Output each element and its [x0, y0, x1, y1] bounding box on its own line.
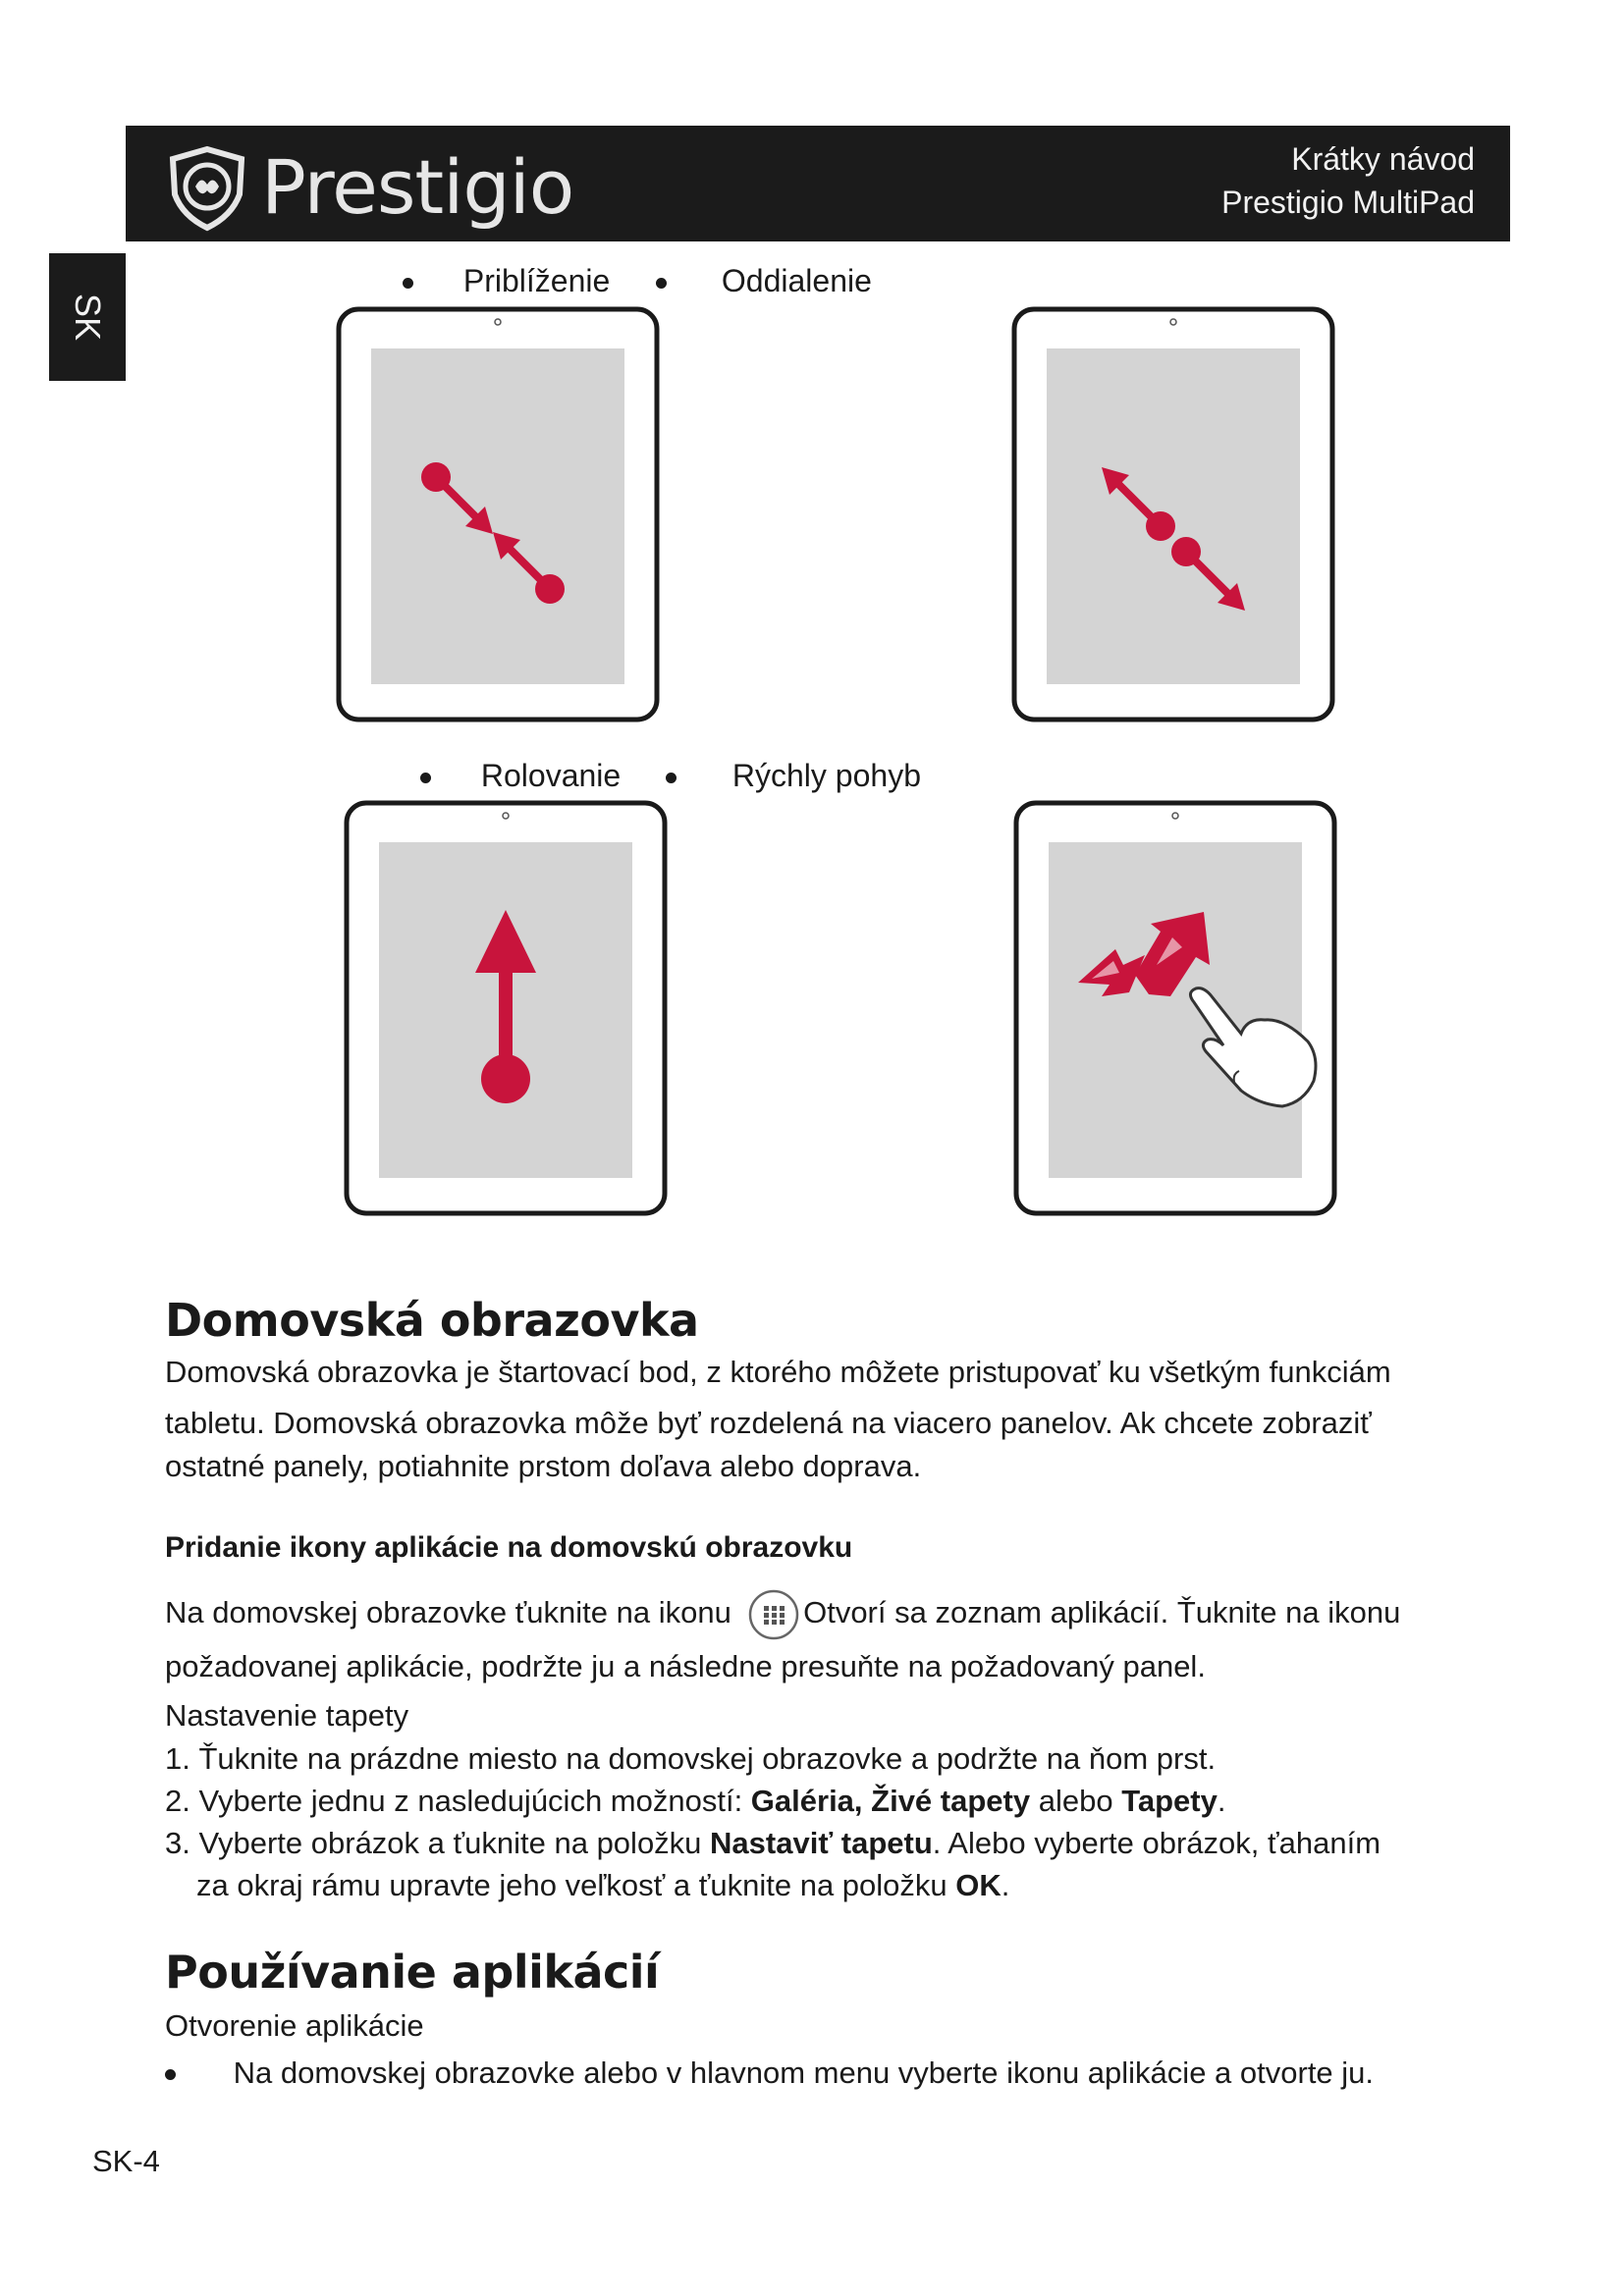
- gesture-caption-zoom-out: Oddialenie: [656, 263, 872, 299]
- wallpaper-step-2: 2. Vyberte jednu z nasledujúcich možností: Galéria, Živé tapety alebo Tapety.: [165, 1784, 1226, 1818]
- bullet-icon: [420, 773, 431, 783]
- wallpaper-step-3: 3. Vyberte obrázok a ťuknite na položku Nastaviť tapetu. Alebo vyberte obrázok, ťahaním: [165, 1826, 1381, 1860]
- bullet-icon: [666, 773, 677, 783]
- apps-heading: Používanie aplikácií: [165, 1946, 660, 1999]
- tablet-flick-illustration: [1013, 800, 1357, 1216]
- language-code: SK: [68, 293, 108, 342]
- wallpaper-step-3-cont: za okraj rámu upravte jeho veľkosť a ťuknite na položku OK.: [196, 1868, 1010, 1902]
- wallpaper-step-1: 1. Ťuknite na prázdne miesto na domovskej obrazovke a podržte na ňom prst.: [165, 1741, 1217, 1776]
- bullet-icon: [656, 278, 667, 289]
- language-tab: [49, 253, 126, 381]
- bullet-icon: [403, 278, 413, 289]
- prestigio-logo-icon: [163, 143, 251, 232]
- gesture-caption-scroll: Rolovanie: [420, 758, 621, 794]
- page-number: SK-4: [92, 2144, 160, 2178]
- home-paragraph: Domovská obrazovka je štartovací bod, z ktorého môžete pristupovať ku všetkým funkciám tabletu. Domovská obrazovka môže byť rozdelená na viacero panelov. Ak chcete zobraziť ostatné panely, potiahnite prstom doľava alebo doprava.: [165, 1355, 1391, 1483]
- add-icon-line-2: požadovanej aplikácie, podržte ju a následne presuňte na požadovaný panel.: [165, 1649, 1206, 1683]
- gesture-caption-zoom-in: Priblíženie: [403, 263, 610, 299]
- wallpaper-title: Nastavenie tapety: [165, 1698, 409, 1733]
- header-title-line1: Krátky návod: [1291, 141, 1475, 177]
- home-heading: Domovská obrazovka: [165, 1294, 699, 1347]
- tablet-zoom-in-illustration: [336, 306, 660, 722]
- apps-bullet-item: Na domovskej obrazovke alebo v hlavnom menu vyberte ikonu aplikácie a otvorte ju.: [165, 2056, 1374, 2091]
- tablet-scroll-illustration: [344, 800, 668, 1216]
- apps-subheading: Otvorenie aplikácie: [165, 2008, 424, 2043]
- add-icon-subheading: Pridanie ikony aplikácie na domovskú obrazovku: [165, 1531, 853, 1564]
- header-title-line2: Prestigio MultiPad: [1221, 185, 1475, 220]
- header-bar: [126, 126, 1510, 241]
- brand-logo: [163, 135, 634, 234]
- brand-name: Prestigio: [261, 143, 574, 231]
- header-title: [1221, 137, 1475, 224]
- apps-grid-icon: [747, 1588, 800, 1641]
- gesture-caption-flick: Rýchly pohyb: [666, 758, 921, 794]
- bullet-icon: [165, 2069, 176, 2080]
- add-icon-line-1: Na domovskej obrazovke ťuknite na ikonu Otvorí sa zoznam aplikácií. Ťuknite na ikonu: [165, 1588, 1400, 1641]
- tablet-zoom-out-illustration: [1011, 306, 1335, 722]
